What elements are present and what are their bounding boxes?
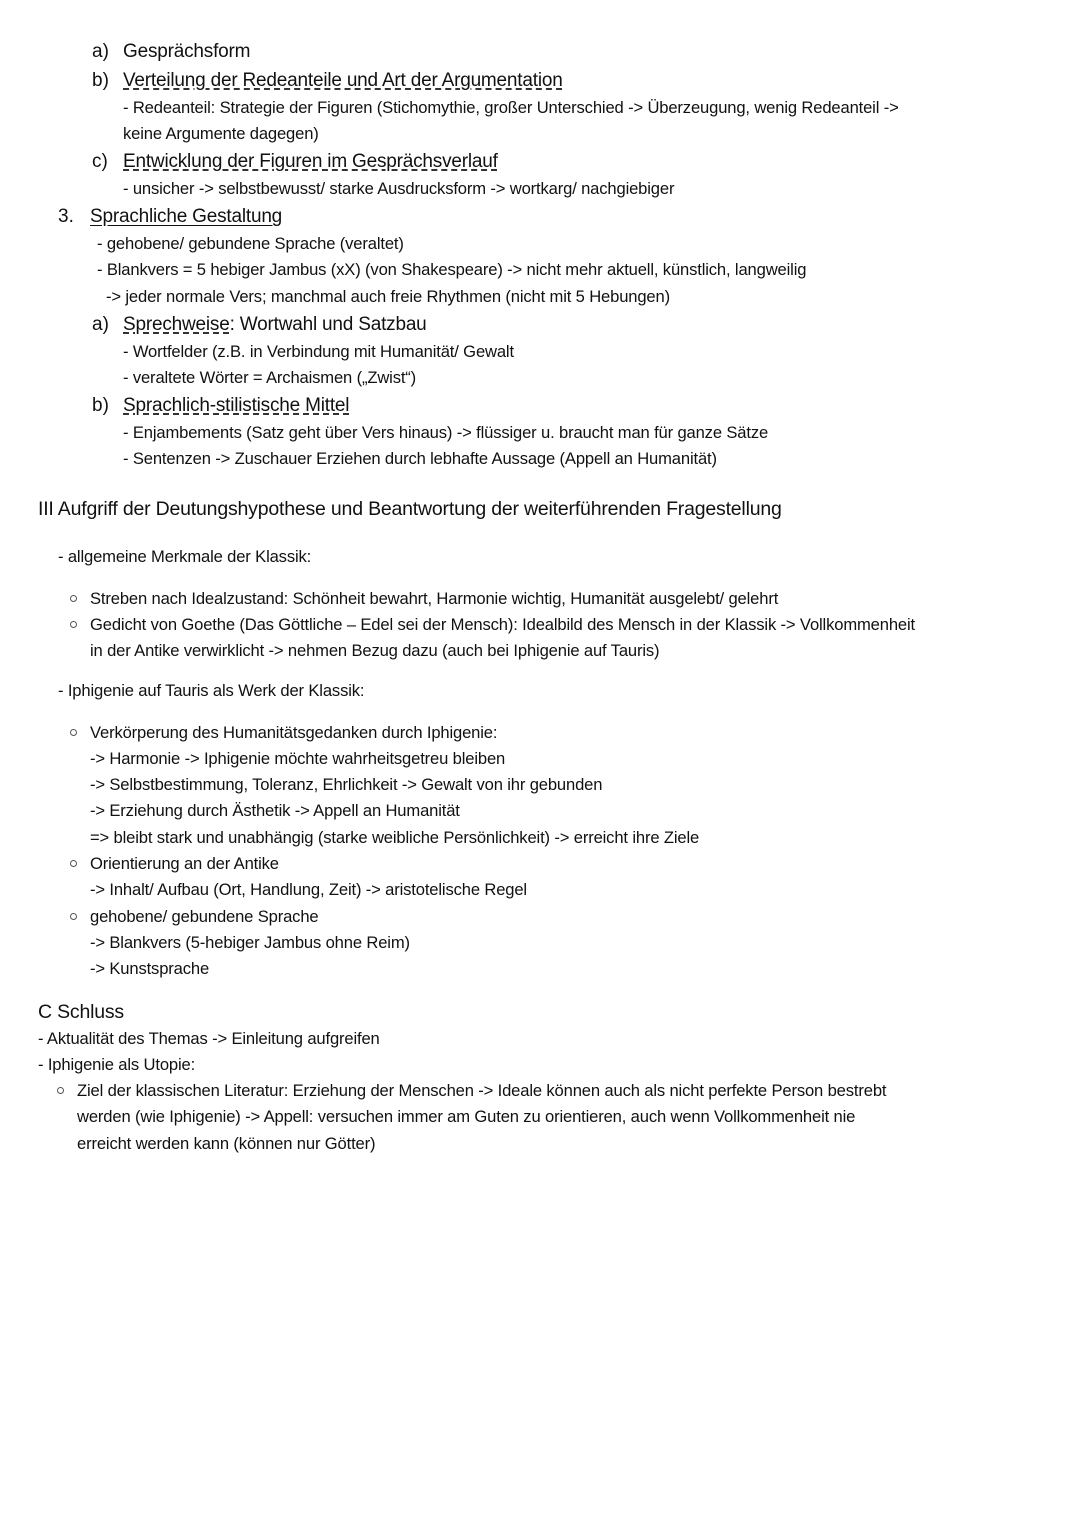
text-line: - Redeanteil: Strategie der Figuren (Stichomythie, großer Unterschied -> Überzeugung, wenig Redeanteil ->: [123, 98, 899, 117]
heading-sprachliche-gestaltung: Sprachliche Gestaltung: [90, 206, 283, 227]
list-label: a): [92, 314, 109, 335]
text-line: - unsicher -> selbstbewusst/ starke Ausdrucksform -> wortkarg/ nachgiebiger: [123, 179, 675, 198]
list-number: 3.: [58, 206, 74, 227]
list-item: Gedicht von Goethe (Das Göttliche – Edel sei der Mensch): Idealbild des Mensch in der Klassik -> Vollkommenheit: [90, 615, 915, 634]
list-item: Verkörperung des Humanitätsgedanken durch Iphigenie:: [90, 723, 498, 742]
text-line: - Enjambements (Satz geht über Vers hinaus) -> flüssiger u. braucht man für ganze Sätze: [123, 423, 769, 442]
text-line: - veraltete Wörter = Archaismen („Zwist“): [123, 368, 417, 387]
list-item-continued: -> Inhalt/ Aufbau (Ort, Handlung, Zeit) -> aristotelische Regel: [90, 880, 527, 899]
section-heading-iii: III Aufgriff der Deutungshypothese und Beantwortung der weiterführenden Fragestellung: [38, 498, 782, 520]
text-line: - Sentenzen -> Zuschauer Erziehen durch lebhafte Aussage (Appell an Humanität): [123, 449, 717, 468]
text-line: -> jeder normale Vers; manchmal auch freie Rhythmen (nicht mit 5 Hebungen): [106, 287, 670, 306]
text-line: - Iphigenie auf Tauris als Werk der Klassik:: [58, 681, 365, 700]
list-item: Ziel der klassischen Literatur: Erziehung der Menschen -> Ideale können auch als nicht perfekte Person bestrebt: [77, 1081, 887, 1100]
bullet-icon: [57, 1087, 64, 1094]
list-item-continued: werden (wie Iphigenie) -> Appell: versuchen immer am Guten zu orientieren, auch wenn Vollkommenheit nie: [77, 1107, 856, 1126]
list-label: c): [92, 151, 108, 172]
bullet-icon: [70, 595, 77, 602]
bullet-icon: [70, 913, 77, 920]
text-line: - Wortfelder (z.B. in Verbindung mit Humanität/ Gewalt: [123, 342, 514, 361]
bullet-icon: [70, 729, 77, 736]
list-item: Streben nach Idealzustand: Schönheit bewahrt, Harmonie wichtig, Humanität ausgelebt/ gelehrt: [90, 589, 779, 608]
list-label: b): [92, 395, 109, 416]
bullet-icon: [70, 621, 77, 628]
list-item-continued: -> Erziehung durch Ästhetik -> Appell an Humanität: [90, 801, 460, 820]
subheading-sprechweise: [123, 313, 427, 337]
subheading-redeanteile: Verteilung der Redeanteile und Art der Argumentation: [123, 70, 563, 91]
underlined-word: Sprechweise: [123, 314, 230, 335]
list-item-continued: -> Selbstbestimmung, Toleranz, Ehrlichkeit -> Gewalt von ihr gebunden: [90, 775, 603, 794]
list-item-continued: erreicht werden kann (können nur Götter): [77, 1134, 376, 1153]
subheading-stilmittel: Sprachlich-stilistische Mittel: [123, 395, 350, 416]
list-label: b): [92, 70, 109, 91]
text-line: keine Argumente dagegen): [123, 124, 319, 143]
list-item: Orientierung an der Antike: [90, 854, 279, 873]
list-item: gehobene/ gebundene Sprache: [90, 907, 319, 926]
list-item-continued: -> Kunstsprache: [90, 959, 210, 978]
list-item-continued: in der Antike verwirklicht -> nehmen Bezug dazu (auch bei Iphigenie auf Tauris): [90, 641, 660, 660]
text-line: - Aktualität des Themas -> Einleitung aufgreifen: [38, 1029, 380, 1048]
subheading-entwicklung: Entwicklung der Figuren im Gesprächsverlauf: [123, 151, 498, 172]
list-item-continued: -> Blankvers (5-hebiger Jambus ohne Reim): [90, 933, 410, 952]
text-line: - Blankvers = 5 hebiger Jambus (xX) (von Shakespeare) -> nicht mehr aktuell, künstlich, langweilig: [97, 260, 807, 279]
section-heading-schluss: C Schluss: [38, 1001, 124, 1023]
list-label: a): [92, 41, 109, 62]
list-item-continued: -> Harmonie -> Iphigenie möchte wahrheitsgetreu bleiben: [90, 749, 506, 768]
text-line: - Iphigenie als Utopie:: [38, 1055, 196, 1074]
list-item-continued: => bleibt stark und unabhängig (starke weibliche Persönlichkeit) -> erreicht ihre Ziele: [90, 828, 700, 847]
subheading-rest: : Wortwahl und Satzbau: [229, 314, 427, 335]
subheading-gespraechsform: Gesprächsform: [123, 41, 251, 62]
text-line: - allgemeine Merkmale der Klassik:: [58, 547, 312, 566]
bullet-icon: [70, 860, 77, 867]
text-line: - gehobene/ gebundene Sprache (veraltet): [97, 234, 404, 253]
